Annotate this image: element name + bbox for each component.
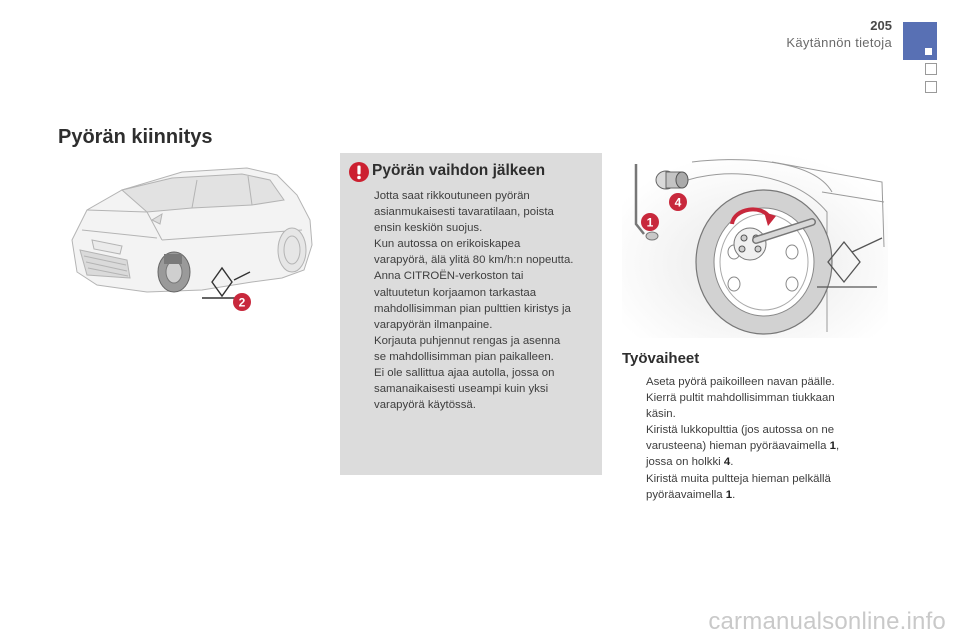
wheel-bolts-illustration <box>622 152 888 338</box>
steps-title: Työvaiheet <box>622 350 700 367</box>
steps-list <box>626 374 866 503</box>
car-jack-illustration <box>52 150 322 325</box>
warning-box <box>340 153 602 475</box>
chapter-tab-box-2[interactable] <box>925 81 937 93</box>
chapter-title: Käytännön tietoja <box>786 35 892 50</box>
page-number: 205 <box>870 18 892 33</box>
watermark: carmanualsonline.info <box>708 608 946 635</box>
section-title: Pyörän kiinnitys <box>58 126 213 148</box>
wheel-callout-1: 1 <box>646 215 654 230</box>
list-item: Kierrä pultit mahdollisimman tiukkaan käsin. <box>646 392 835 421</box>
list-item: Kiristä lukkopulttia (jos autossa on ne varusteena) hieman pyöräavaimella 1, jossa on holkki 4. <box>646 424 840 469</box>
list-item: Aseta pyörä paikoilleen navan päälle. <box>646 376 835 388</box>
wheel-callout-4: 4 <box>674 195 682 210</box>
exclamation-warning-icon <box>348 161 370 183</box>
car-callout-2: 2 <box>238 295 246 310</box>
warning-text: Jotta saat rikkoutuneen pyörän asianmukaisesti tavaratilaan, poista ensin keskiön suojus. Kun autossa on erikoiskapea varapyörä, älä ylitä 80 km/h:n nopeutta. Anna CITROËN-verkoston tai valtuutetun korjaamon tarkastaa mahdollisimman pian pulttien kiristys ja varapyörän ilmanpaine. Korjauta puhjennut rengas ja asenna se mahdollisimman pian paikalleen. Ei ole sallittua ajaa autolla, jossa on samanaikaisesti useampi kuin yksi varapyörä käytössä. <box>374 190 574 412</box>
chapter-tab-box-1[interactable] <box>925 63 937 75</box>
list-item: Kiristä muita pultteja hieman pelkällä pyöräavaimella 1. <box>646 472 831 501</box>
warning-title: Pyörän vaihdon jälkeen <box>372 162 546 179</box>
chapter-tab[interactable] <box>903 22 937 60</box>
